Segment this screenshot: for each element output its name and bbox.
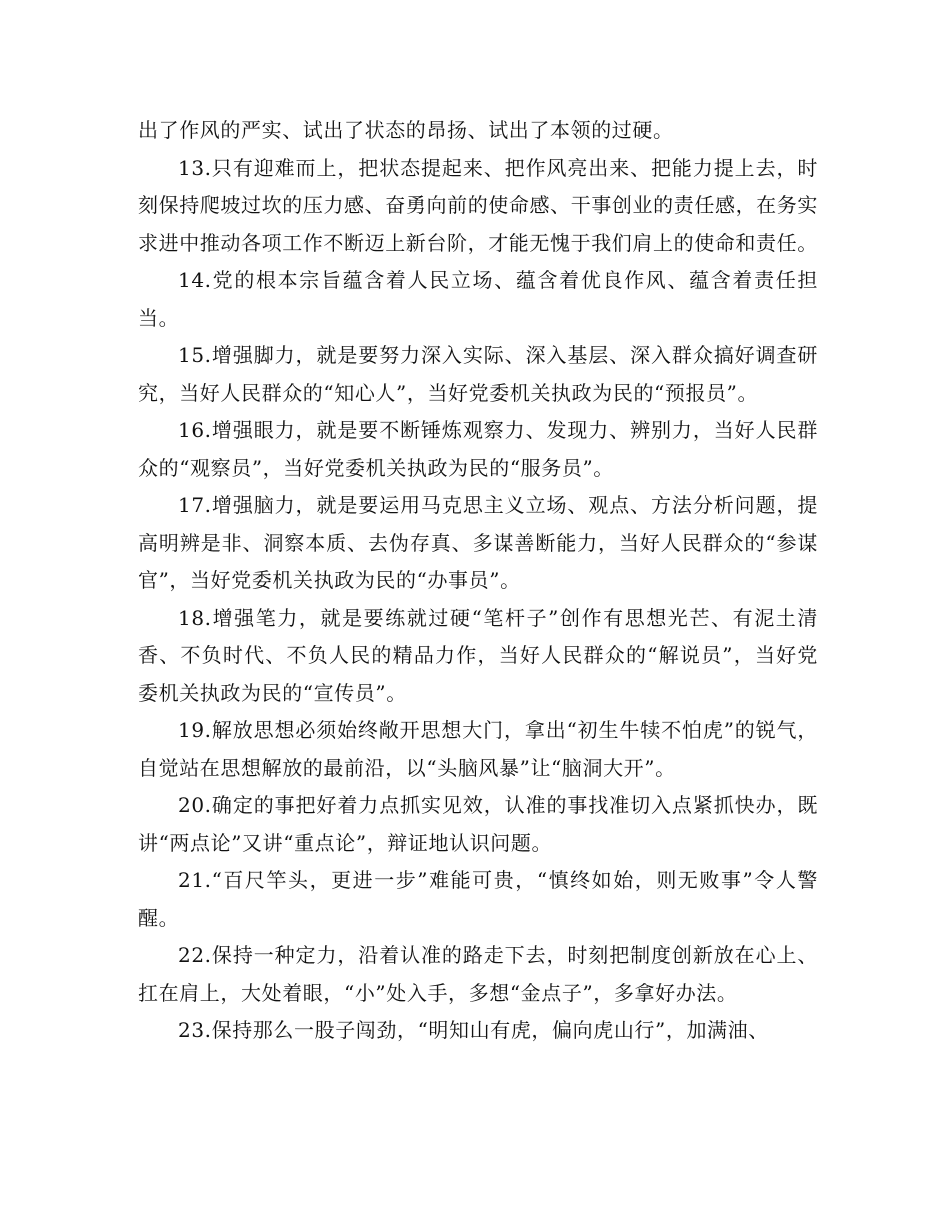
paragraph-13: 13.只有迎难而上，把状态提起来、把作风亮出来、把能力提上去，时刻保持爬坡过坎的压力感、奋勇向前的使命感、干事创业的责任感，在务实求进中推动各项工作不断迈上新台阶，才能无愧于我们肩上的使命和责任。 bbox=[138, 155, 818, 255]
paragraph-20: 20.确定的事把好着力点抓实见效，认准的事找准切入点紧抓快办，既讲“两点论”又讲“重点论”，辩证地认识问题。 bbox=[138, 793, 818, 855]
document-page bbox=[138, 112, 818, 1050]
paragraph-17: 17.增强脑力，就是要运用马克思主义立场、观点、方法分析问题，提高明辨是非、洞察本质、去伪存真、多谋善断能力，当好人民群众的“参谋官”，当好党委机关执政为民的“办事员”。 bbox=[138, 493, 818, 592]
paragraph-19: 19.解放思想必须始终敞开思想大门，拿出“初生牛犊不怕虎”的锐气，自觉站在思想解放的最前沿，以“头脑风暴”让“脑洞大开”。 bbox=[138, 718, 818, 780]
paragraph-continued: 出了作风的严实、试出了状态的昂扬、试出了本领的过硬。 bbox=[138, 118, 674, 142]
paragraph-14: 14.党的根本宗旨蕴含着人民立场、蕴含着优良作风、蕴含着责任担当。 bbox=[138, 268, 818, 330]
paragraph-22: 22.保持一种定力，沿着认准的路走下去，时刻把制度创新放在心上、扛在肩上，大处着眼，“小”处入手，多想“金点子”，多拿好办法。 bbox=[138, 943, 818, 1005]
paragraph-23: 23.保持那么一股子闯劲，“明知山有虎，偏向虎山行”，加满油、 bbox=[178, 1018, 769, 1042]
paragraph-15: 15.增强脚力，就是要努力深入实际、深入基层、深入群众搞好调查研究，当好人民群众的“知心人”，当好党委机关执政为民的“预报员”。 bbox=[138, 343, 818, 405]
paragraph-21: 21.“百尺竿头，更进一步”难能可贵，“慎终如始，则无败事”令人警醒。 bbox=[138, 868, 818, 930]
paragraph-18: 18.增强笔力，就是要练就过硬“笔杆子”创作有思想光芒、有泥土清香、不负时代、不负人民的精品力作，当好人民群众的“解说员”，当好党委机关执政为民的“宣传员”。 bbox=[138, 605, 818, 705]
paragraph-16: 16.增强眼力，就是要不断锤炼观察力、发现力、辨别力，当好人民群众的“观察员”，当好党委机关执政为民的“服务员”。 bbox=[138, 418, 818, 480]
